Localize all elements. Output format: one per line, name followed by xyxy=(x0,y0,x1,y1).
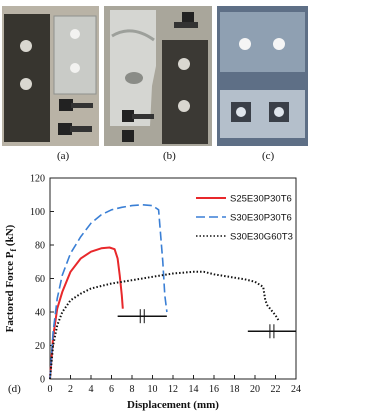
plot-border xyxy=(50,178,296,379)
photo-c-image xyxy=(217,6,308,146)
y-tick-label: 120 xyxy=(30,173,45,185)
caption-c: (c) xyxy=(262,150,275,162)
x-tick-label: 12 xyxy=(168,384,178,395)
plot-frame xyxy=(50,178,296,379)
photo-a-image xyxy=(2,6,99,146)
y-axis-title: Factored Force $P_f$ (kN) xyxy=(4,224,18,333)
x-tick-label: 4 xyxy=(88,384,94,395)
legend xyxy=(196,194,293,243)
legend-label-3: S30E30G60T3 xyxy=(230,231,293,243)
y-tick-label: 100 xyxy=(30,207,45,218)
caption-d: (d) xyxy=(8,383,21,395)
x-tick-label: 14 xyxy=(188,384,199,395)
photo-panel-b xyxy=(104,6,212,146)
photo-panel-c xyxy=(217,6,308,146)
y-tick-label: 80 xyxy=(35,240,45,252)
legend-label-2: S30E30P30T6 xyxy=(230,212,292,224)
y-tick-label: 20 xyxy=(35,341,45,352)
x-tick-label: 10 xyxy=(147,384,158,395)
x-axis-title: Displacement (mm) xyxy=(127,399,219,411)
y-tick-label: 40 xyxy=(35,307,45,319)
photo-panel-a xyxy=(2,6,99,146)
y-tick-label: 0 xyxy=(40,374,45,386)
x-tick-label: 2 xyxy=(68,384,73,395)
x-tick-label: 0 xyxy=(47,384,53,395)
photo-b-image xyxy=(104,6,212,146)
caption-b: (b) xyxy=(163,150,176,162)
x-tick-label: 24 xyxy=(291,384,301,395)
break-annotation-1 xyxy=(118,309,167,323)
force-displacement-chart xyxy=(0,168,378,415)
break-annotation-2 xyxy=(248,324,296,338)
series-line-2 xyxy=(50,205,167,379)
x-tick-label: 20 xyxy=(250,384,260,395)
x-tick-label: 22 xyxy=(270,384,281,395)
y-tick-label: 60 xyxy=(35,274,45,285)
x-tick-label: 6 xyxy=(109,384,114,395)
x-tick-label: 18 xyxy=(229,384,240,395)
legend-label-1: S25E30P30T6 xyxy=(230,193,292,205)
caption-a: (a) xyxy=(57,150,70,162)
x-tick-label: 8 xyxy=(129,384,135,395)
x-axis-ticks xyxy=(48,375,302,395)
annotation-layer xyxy=(118,309,296,338)
x-tick-label: 16 xyxy=(209,384,219,395)
